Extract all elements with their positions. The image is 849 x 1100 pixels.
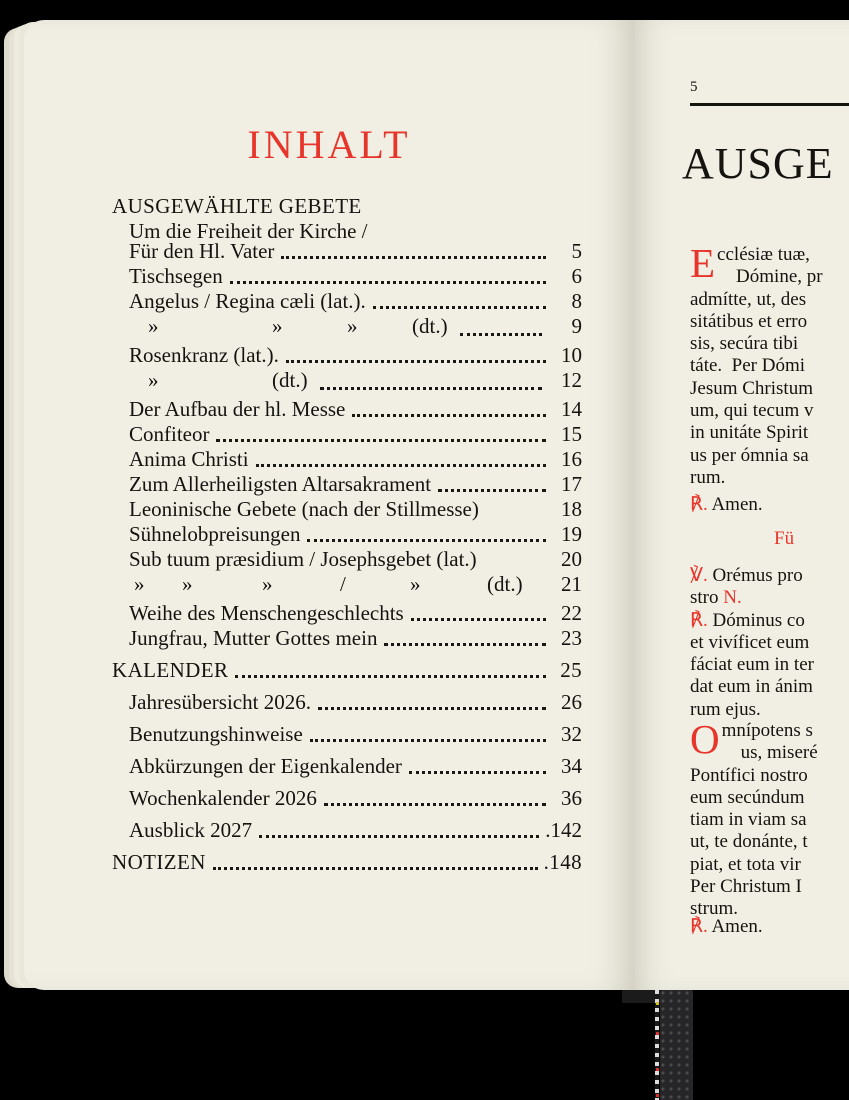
toc-dot-leader xyxy=(256,464,546,467)
table-of-contents-entry xyxy=(129,690,582,715)
table-of-contents-entry xyxy=(129,264,582,289)
toc-entry-label: Jahresübersicht 2026. xyxy=(129,690,311,714)
binding-dot xyxy=(656,1002,659,1005)
toc-entry-label: Tischsegen xyxy=(129,264,223,288)
table-of-contents-entry xyxy=(129,522,582,547)
toc-repeat-mark: » xyxy=(272,314,283,338)
table-of-contents-entry xyxy=(112,314,582,343)
toc-entry-label: Jungfrau, Mutter Gottes mein xyxy=(129,626,378,650)
toc-page-number: 12 xyxy=(561,368,582,392)
toc-entry-label: Abkürzungen der Eigenkalender xyxy=(129,754,402,778)
toc-page-number: .142 xyxy=(545,818,582,842)
table-of-contents-entry xyxy=(112,572,582,601)
toc-entry-label: Zum Allerheiligsten Altarsakrament xyxy=(129,472,432,496)
toc-dot-leader xyxy=(384,643,546,646)
toc-repeat-mark: (dt.) xyxy=(487,572,523,596)
toc-page-number: 22 xyxy=(561,601,582,625)
header-rule xyxy=(690,103,849,106)
toc-entry-label: Angelus / Regina cæli (lat.). xyxy=(129,289,366,313)
toc-repeat-mark: (dt.) xyxy=(412,314,448,338)
toc-dot-leader xyxy=(286,360,546,363)
toc-dot-leader xyxy=(438,489,546,492)
folio-number: 5 xyxy=(690,79,698,95)
table-of-contents-entry xyxy=(129,601,582,626)
toc-page-number: 9 xyxy=(571,314,582,338)
prayer-block-omnipotens: Omnípotens s us, miseré Pontífici nostro eum secúndum tiam in viam sa ut, te donánte, t piat, et tota vir Per Christum I strum. xyxy=(690,716,818,920)
response-symbol: ℟. xyxy=(690,916,708,937)
toc-page-number: 16 xyxy=(561,447,582,471)
toc-entry-label: Leoninische Gebete (nach der Stillmesse) xyxy=(129,497,479,521)
table-of-contents-entry xyxy=(129,497,582,522)
page-title: INHALT xyxy=(247,122,411,167)
toc-dot-leader xyxy=(235,675,546,678)
toc-repeat-mark: » xyxy=(262,572,273,596)
toc-page-number: 8 xyxy=(571,289,582,313)
binding-dot xyxy=(656,1032,659,1035)
drop-cap-o: O xyxy=(690,716,720,762)
toc-page-number: 21 xyxy=(561,572,582,596)
toc-repeat-mark: » xyxy=(410,572,421,596)
toc-dot-leader xyxy=(373,306,546,309)
toc-page-number: 32 xyxy=(561,722,582,746)
toc-page-number: 5 xyxy=(571,239,582,263)
table-of-contents-entry xyxy=(129,547,582,572)
toc-page-number: 23 xyxy=(561,626,582,650)
versicle-response-block: ℣. Orémus pro stro N. ℟. Dóminus co et vivíficet eum fáciat eum in ter dat eum in ánim rum ejus. xyxy=(690,565,814,720)
toc-page-number: 15 xyxy=(561,422,582,446)
toc-page-number: 17 xyxy=(561,472,582,496)
table-of-contents-entry xyxy=(129,447,582,472)
toc-dot-leader xyxy=(281,256,546,259)
toc-page-number: 6 xyxy=(571,264,582,288)
toc-page-number: 19 xyxy=(561,522,582,546)
table-of-contents-entry xyxy=(129,343,582,368)
toc-repeat-mark: » xyxy=(347,314,358,338)
response-symbol: ℟. xyxy=(690,609,708,631)
response-amen: ℟. Amen. xyxy=(690,494,763,515)
toc-entry-label: Der Aufbau der hl. Messe xyxy=(129,397,346,421)
toc-section-heading xyxy=(112,850,582,875)
toc-entry-label: Für den Hl. Vater xyxy=(129,239,275,263)
binding-dot xyxy=(656,1068,659,1071)
toc-entry-label: Ausblick 2027 xyxy=(129,818,253,842)
toc-page-number: 36 xyxy=(561,786,582,810)
toc-entry-label: Um die Freiheit der Kirche / xyxy=(129,219,368,243)
table-of-contents-entry xyxy=(129,722,582,747)
toc-entry-label: NOTIZEN xyxy=(112,850,206,874)
toc-page-number: 26 xyxy=(561,690,582,714)
toc-repeat-mark: » xyxy=(182,572,193,596)
table-of-contents-entry xyxy=(129,397,582,422)
table-of-contents-entry xyxy=(129,818,582,843)
drop-cap-e: E xyxy=(690,240,716,286)
response-symbol: ℟. xyxy=(690,494,708,515)
toc-entry-label: Sühnelobpreisungen xyxy=(129,522,301,546)
toc-dot-leader xyxy=(411,618,546,621)
table-of-contents-entry xyxy=(129,472,582,497)
toc-dot-leader xyxy=(307,539,546,542)
toc-section-heading xyxy=(112,658,582,683)
toc-repeat-mark: (dt.) xyxy=(272,368,308,392)
table-of-contents-entry xyxy=(129,422,582,447)
binding-dot xyxy=(656,1094,659,1097)
table-of-contents-entry xyxy=(129,754,582,779)
versicle-symbol: ℣. xyxy=(690,565,708,586)
toc-entry-label: Confiteor xyxy=(129,422,210,446)
toc-entry-label: Sub tuum præsidium / Josephsgebet (lat.) xyxy=(129,547,477,571)
toc-dot-leader xyxy=(320,387,542,390)
toc-repeat-mark: / xyxy=(340,572,346,596)
rubric-name-placeholder: N. xyxy=(723,587,742,609)
toc-dot-leader xyxy=(216,439,546,442)
toc-dot-leader xyxy=(352,414,546,417)
left-page xyxy=(24,20,634,990)
binding-thread xyxy=(655,990,659,1100)
toc-page-number: 25 xyxy=(560,658,582,682)
toc-dot-leader xyxy=(213,867,538,870)
toc-entry-label: Anima Christi xyxy=(129,447,249,471)
toc-dot-leader xyxy=(324,803,546,806)
toc-entry-label: Rosenkranz (lat.). xyxy=(129,343,279,367)
toc-page-number: 34 xyxy=(561,754,582,778)
toc-repeat-mark: » xyxy=(148,368,159,392)
prayer-block-latin: Ecclésiæ tuæ, Dómine, pr admítte, ut, des sitátibus et erro sis, secúra tibi táte. Per Dómi Jesum Christum um, qui tecum v in unitáte Spirit us per ómnia sa rum. xyxy=(690,240,823,488)
toc-repeat-mark: » xyxy=(134,572,145,596)
toc-page-number: .148 xyxy=(543,850,582,874)
subheading: Fü xyxy=(774,528,795,549)
toc-dot-leader xyxy=(318,707,546,710)
toc-entry-label: Weihe des Menschengeschlechts xyxy=(129,601,404,625)
toc-page-number: 10 xyxy=(561,343,582,367)
response-amen: ℟. Amen. xyxy=(690,916,763,937)
toc-entry-label: Benutzungshinweise xyxy=(129,722,303,746)
toc-entry-label: KALENDER xyxy=(112,658,229,682)
toc-section-heading: AUSGEWÄHLTE GEBETE xyxy=(112,194,362,218)
table-of-contents-entry xyxy=(129,289,582,314)
toc-page-number: 18 xyxy=(561,497,582,521)
toc-dot-leader xyxy=(409,771,546,774)
toc-dot-leader xyxy=(310,739,546,742)
toc-repeat-mark: » xyxy=(148,314,159,338)
section-heading: AUSGE xyxy=(682,139,834,188)
toc-dot-leader xyxy=(259,835,539,838)
book-binding xyxy=(660,990,693,1100)
table-of-contents-entry xyxy=(129,626,582,651)
toc-dot-leader xyxy=(230,281,546,284)
toc-entry-label: Wochenkalender 2026 xyxy=(129,786,317,810)
right-page xyxy=(634,20,849,990)
table-of-contents-entry xyxy=(129,786,582,811)
toc-page-number: 14 xyxy=(561,397,582,421)
table-of-contents xyxy=(112,192,582,875)
table-of-contents-entry xyxy=(112,368,582,397)
toc-page-number: 20 xyxy=(561,547,582,571)
toc-dot-leader xyxy=(460,333,542,336)
